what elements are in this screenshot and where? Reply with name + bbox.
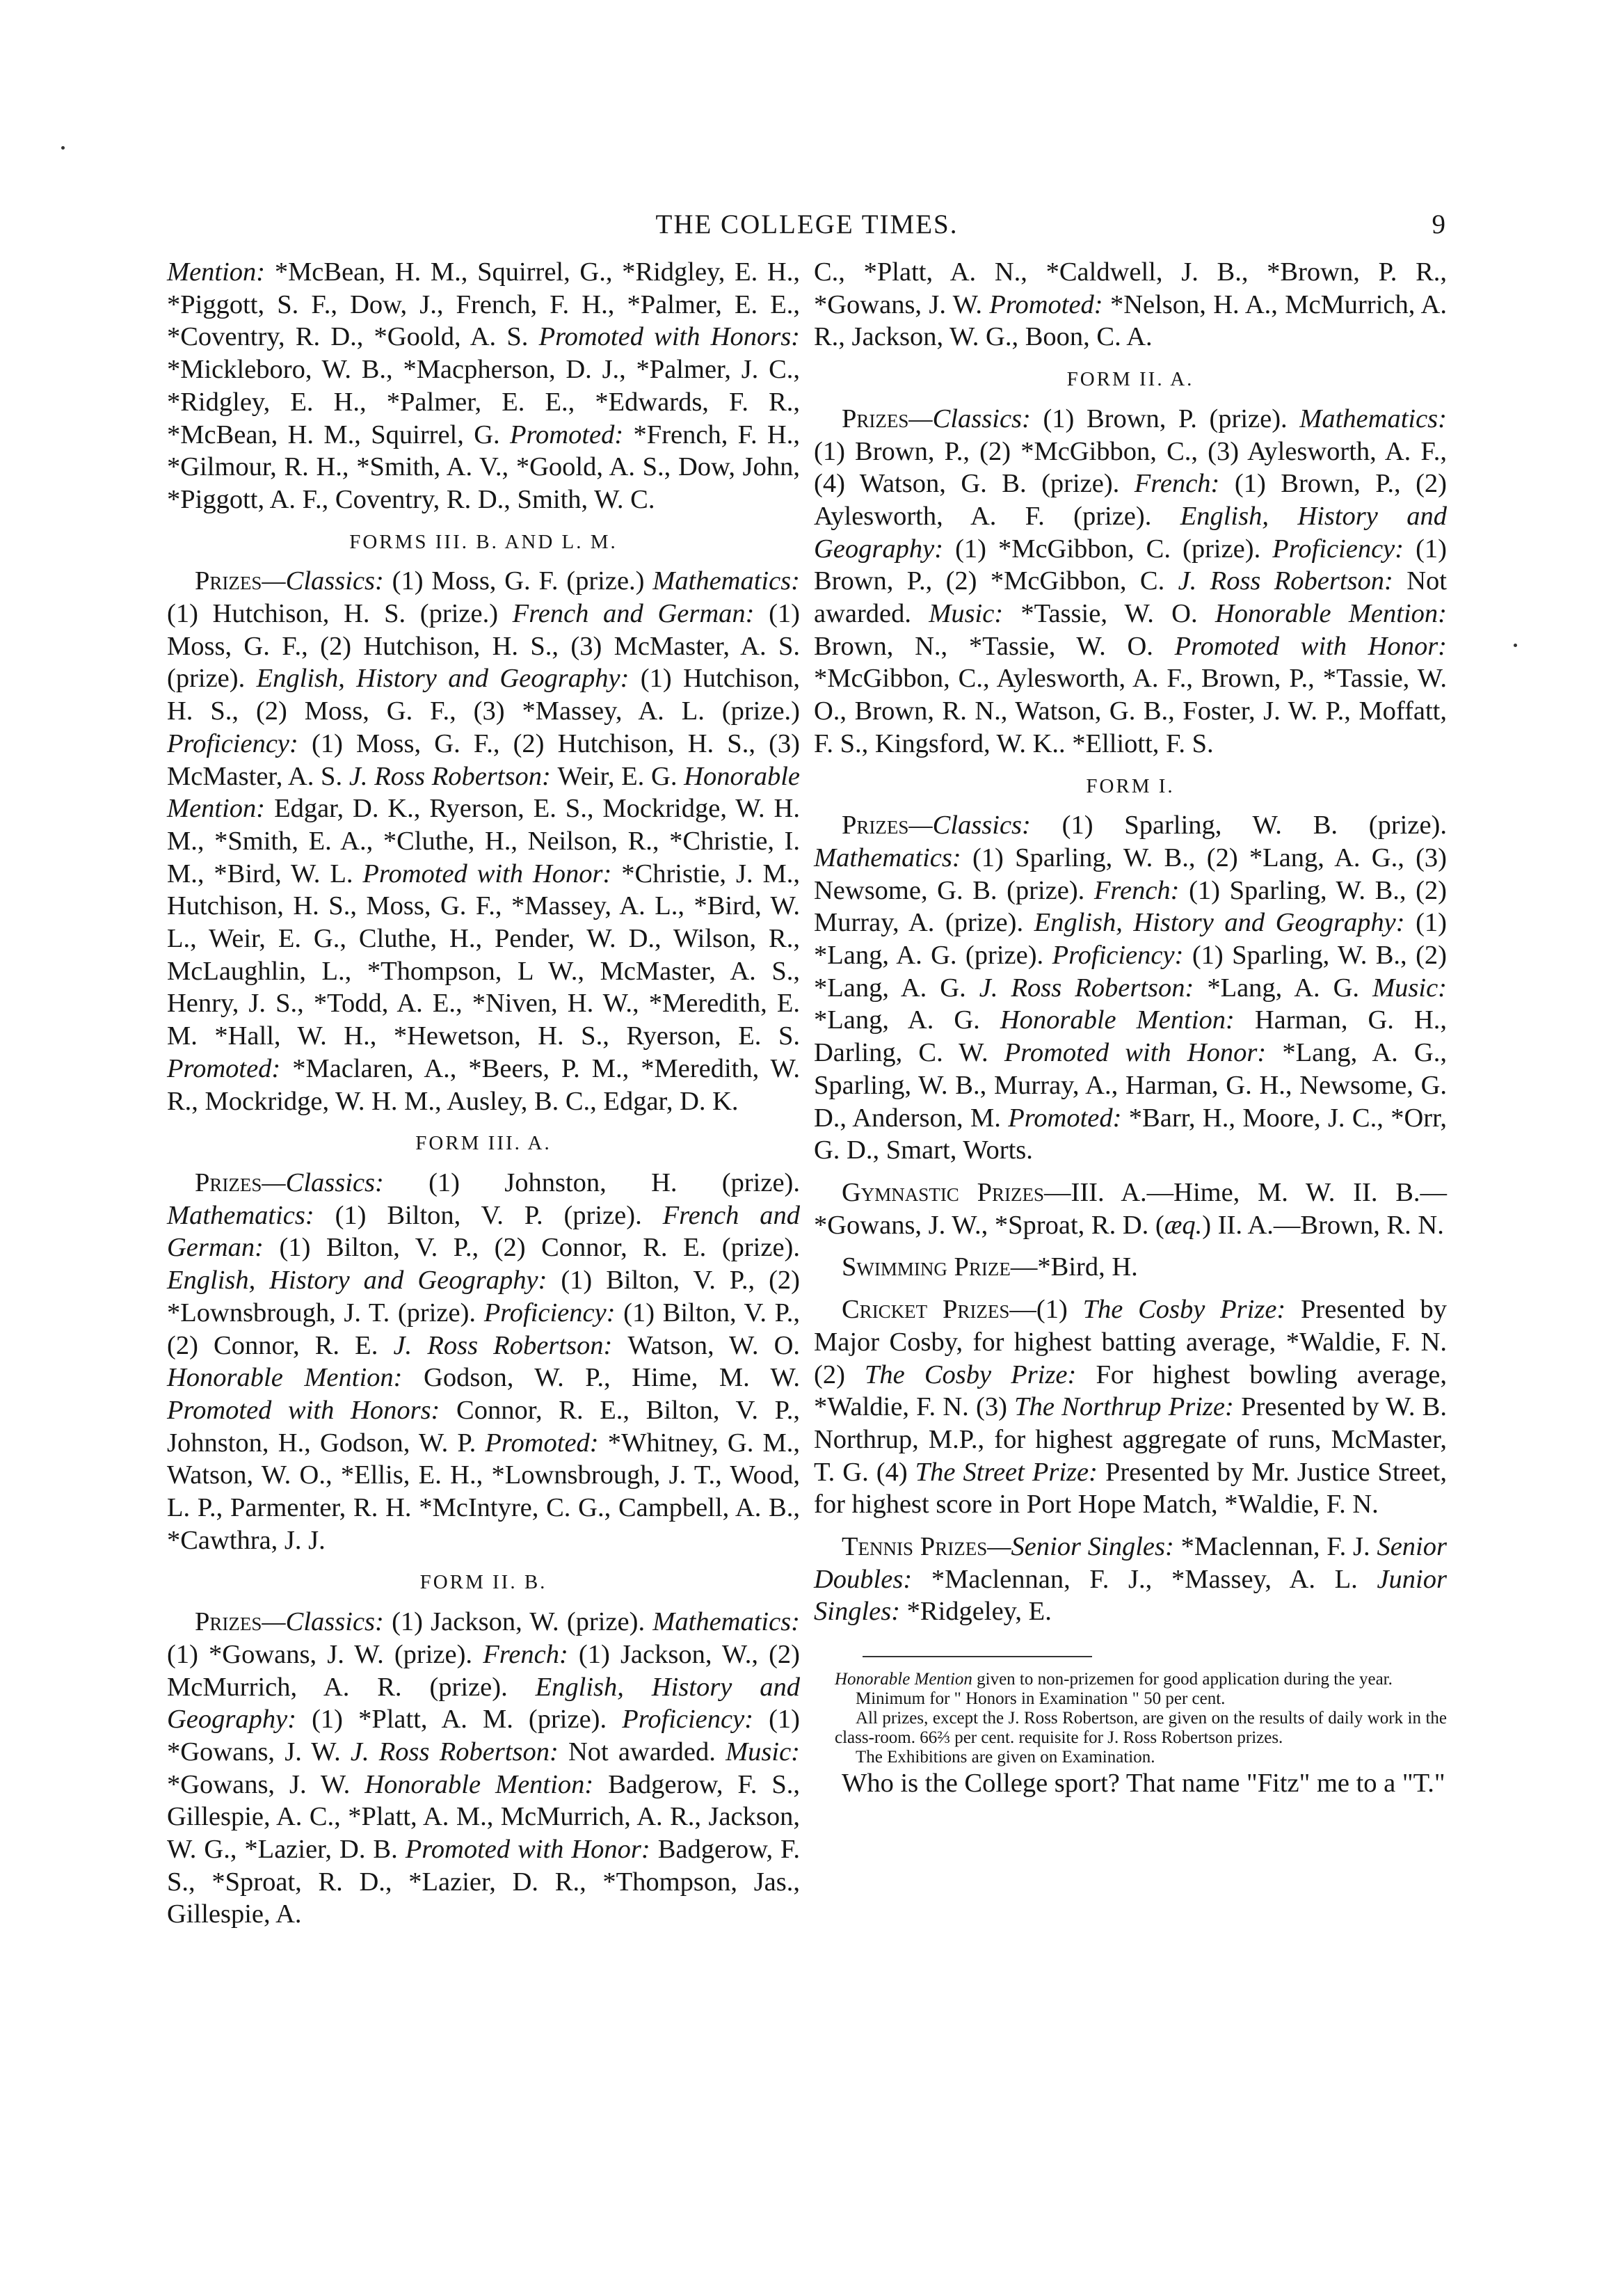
label: —Classics: — [262, 1607, 392, 1637]
label: Proficiency: — [1272, 534, 1416, 564]
label: Prizes — [195, 1607, 262, 1637]
label: Tennis Prizes — [842, 1532, 988, 1562]
closing-quip: Who is the College sport? That name "Fitz" me to a "T." — [842, 1769, 1445, 1799]
label: The Cosby Prize: — [1082, 1295, 1301, 1325]
text: Brown, N., *Tassie, W. O. — [814, 631, 1175, 661]
swimming-prize — [814, 1251, 1447, 1284]
label: Promoted: — [1008, 1103, 1129, 1133]
text: (1) Moss, G. F., (2) Hutchison, H. S., (3) McMaster, A. S. — [167, 728, 800, 791]
text: Presented by Major Cosby, for highest batting average, *Waldie, F. N. (2) — [814, 1295, 1447, 1389]
label: Promoted: — [485, 1428, 608, 1458]
text: *Maclennan, F. J., *Massey, A. L. — [931, 1564, 1377, 1594]
label: French and German: — [512, 599, 769, 629]
footnotes — [814, 1656, 1447, 1767]
cricket-prizes — [814, 1293, 1447, 1521]
label: Swimming Prize — [842, 1252, 1011, 1282]
text: (1) Johnston, H. (prize). — [428, 1167, 800, 1197]
text: (1) Bilton, V. P., (2) Connor, R. E. — [167, 1298, 800, 1360]
text: *McBean, H. M., Squirrel, G., *Ridgley, E. H., *Piggott, S. F., Dow, J., French, F. H., *Palmer, E. E., *Coventry, R. D., *Goold, A. S. — [167, 257, 800, 352]
text: *French, F. H., *Gilmour, R. H., *Smith, A. V., *Goold, A. S., Dow, John, *Piggott, A. F., Coventry, R. D., Smith, W. C. — [167, 420, 800, 514]
section-heading: FORM III. A. — [415, 1132, 552, 1155]
label: French and German: — [167, 1200, 800, 1263]
label: English, History and Geography: — [1034, 908, 1416, 938]
left-column — [167, 256, 800, 1931]
label: Honorable Mention — [835, 1670, 972, 1689]
label: English, History and Geography: — [814, 501, 1447, 564]
footnote — [835, 1670, 1447, 1689]
text: *Maclennan, F. J. — [1180, 1532, 1377, 1562]
label: J. Ross Robertson: — [350, 1737, 568, 1767]
text: (1) *McGibbon, C. (prize). — [955, 534, 1273, 564]
section-heading: FORMS III. B. AND L. M. — [349, 530, 618, 553]
text: *McGibbon, C., Aylesworth, A. F., Brown, P., *Tassie, W. O., Brown, R. N., Watson, G. B., Foster, J. W. P., Moffatt, F. S., Kingsford, W. K.. *Elliott, F. S. — [814, 664, 1447, 758]
form-paragraph — [167, 565, 800, 1117]
text: (1) Jackson, W., (2) McMurrich, A. R. (prize). — [167, 1639, 800, 1702]
label: —Classics: — [908, 811, 1062, 840]
label: Gymnastic Prizes — [842, 1177, 1044, 1207]
label: Junior Singles: — [814, 1564, 1447, 1627]
text: (1) Brown, P., (2) *McGibbon, C. — [814, 534, 1447, 596]
text: —*Bird, H. — [1010, 1252, 1138, 1282]
label: Promoted with Honor: — [1004, 1038, 1283, 1068]
text: (1) Bilton, V. P., (2) *Lownsbrough, J. T. (prize). — [167, 1266, 800, 1328]
label: Mathematics: — [814, 843, 972, 872]
label: Honorable Mention: — [364, 1769, 609, 1799]
label: French: — [1134, 469, 1235, 499]
label: The Street Prize: — [915, 1457, 1105, 1487]
text: ) II. A.—Brown, R. N. — [1202, 1210, 1444, 1240]
label: Honorable Mention: — [167, 761, 800, 824]
section-heading: FORM II. A. — [1066, 368, 1194, 391]
text: Edgar, D. K., Ryerson, E. S., Mockridge, W. H. M., *Smith, E. A., *Cluthe, H., Neilson, R., *Christie, I. M., *Bird, W. L. — [167, 794, 800, 888]
label: Music: — [1372, 973, 1447, 1003]
text: C., *Platt, A. N., *Caldwell, J. B., *Brown, P. R., *Gowans, J. W. — [814, 257, 1447, 319]
label: Mathematics: — [1299, 404, 1447, 433]
label: Promoted with Honors: — [538, 322, 800, 352]
stray-mark — [1514, 644, 1517, 647]
form-paragraph — [167, 256, 800, 516]
text: *Christie, J. M., Hutchison, H. S., Moss, G. F., *Massey, A. L., *Bird, W. L., Weir, E. G., Cluthe, H., Pender, W. D., Wilson, R., McLaughlin, L., *Thompson, L W., McMaster, A. S., Henry, J. S., *Todd, A. E., *Niven, H. W., *Meredith, E. M. *Hall, W. H., *Hewetson, H. S., Ryerson, E. S. — [167, 859, 800, 1051]
text: (1) Brown, P., (2) *McGibbon, C., (3) Aylesworth, A. F., (4) Watson, G. B. (prize). — [814, 436, 1447, 499]
text: Watson, W. O. — [627, 1330, 801, 1360]
text: given to non-prizemen for good application during the year. — [972, 1670, 1393, 1689]
page-header — [167, 209, 1447, 250]
text: Godson, W. P., Hime, M. W. — [424, 1363, 800, 1393]
form-paragraph — [814, 256, 1447, 353]
text: (1) Moss, G. F. (prize.) — [392, 566, 653, 596]
label: Senior Doubles: — [814, 1532, 1447, 1594]
text: (1) Sparling, W. B., (2) *Lang, A. G., (3) Newsome, G. B. (prize). — [814, 843, 1447, 905]
text: (1) Jackson, W. (prize). — [392, 1607, 653, 1637]
label: —Classics: — [262, 566, 392, 596]
label: —Classics: — [262, 1167, 429, 1197]
label: J. Ross Robertson: — [348, 761, 558, 791]
label: English, History and Geography: — [256, 664, 641, 694]
text: —III. A.—Hime, M. W. II. B.—*Gowans, J. W., *Sproat, R. D. ( — [814, 1177, 1448, 1240]
label: Cricket Prizes — [842, 1295, 1010, 1325]
label: Promoted with Honor: — [405, 1835, 658, 1865]
text: (1) Hutchison, H. S., (2) Moss, G. F., (3) *Massey, A. L. (prize.) — [167, 664, 800, 726]
text: Harman, G. H., Darling, C. W. — [814, 1005, 1447, 1068]
label: Music: — [929, 599, 1021, 629]
label: Honorable Mention: — [1215, 599, 1447, 629]
text: *Tassie, W. O. — [1020, 599, 1215, 629]
label: Mathematics: — [652, 1607, 800, 1637]
label: Prizes — [842, 811, 909, 840]
label: J. Ross Robertson: — [1178, 566, 1407, 596]
label: Promoted: — [989, 289, 1110, 319]
text: Not awarded. — [814, 566, 1447, 629]
text: (1) Sparling, W. B. (prize). — [1061, 811, 1447, 840]
footnote-rule — [863, 1656, 1092, 1657]
label: Mention: — [167, 257, 275, 287]
text: Badgerow, F. S., Gillespie, A. C., *Platt, A. M., McMurrich, A. R., Jackson, W. G., *Lazier, D. B. — [167, 1769, 800, 1865]
section-heading: FORM II. B. — [419, 1571, 547, 1594]
text: *Lang, A. G. — [814, 1005, 1000, 1035]
label: The Northrup Prize: — [1014, 1392, 1242, 1422]
label: Proficiency: — [483, 1298, 624, 1328]
form-paragraph — [167, 1167, 800, 1556]
running-title: THE COLLEGE TIMES. — [655, 209, 959, 239]
label: Prizes — [195, 566, 262, 596]
text: *Maclaren, A., *Beers, P. M., *Meredith, W. R., Mockridge, W. H. M., Ausley, B. C., Edgar, D. K. — [167, 1053, 800, 1116]
label: J. Ross Robertson: — [393, 1330, 628, 1360]
label: Honorable Mention: — [1000, 1005, 1255, 1035]
text: (1) Hutchison, H. S. (prize.) — [167, 599, 513, 629]
right-column — [814, 256, 1447, 1800]
text: Badgerow, F. S., *Sproat, R. D., *Lazier, D. R., *Thompson, Jas., Gillespie, A. — [167, 1835, 800, 1929]
text: *Gowans, J. W. — [167, 1769, 365, 1799]
stray-mark — [61, 146, 65, 150]
form-paragraph — [167, 1606, 800, 1931]
footnote: Minimum for " Honors in Examination " 50 per cent. — [856, 1689, 1226, 1709]
text: Presented by W. B. Northrup, M.P., for highest aggregate of runs, McMaster, T. G. (4) — [814, 1392, 1447, 1487]
text: Not awarded. — [568, 1737, 726, 1767]
label: English, History and Geography: — [167, 1266, 561, 1296]
section-heading: FORM I. — [1086, 774, 1175, 797]
text: (1) Moss, G. F., (2) Hutchison, H. S., (3) McMaster, A. S. (prize). — [167, 599, 800, 694]
label: Music: — [726, 1737, 800, 1767]
text: (1) *Gowans, J. W. (prize). — [167, 1639, 483, 1669]
label: Proficiency: — [622, 1705, 769, 1735]
footnote: The Exhibitions are given on Examination. — [856, 1748, 1155, 1767]
label: English, History and Geography: — [167, 1672, 800, 1735]
label: Proficiency: — [167, 728, 312, 758]
text: (1) Brown, P., (2) Aylesworth, A. F. (prize). — [814, 469, 1447, 531]
text: (1) *Lang, A. G. (prize). — [814, 908, 1447, 971]
label: Promoted: — [509, 420, 634, 449]
gymnastic-prizes — [814, 1177, 1447, 1241]
tennis-prizes — [814, 1531, 1447, 1628]
text: *Ridgeley, E. — [906, 1597, 1052, 1627]
label: Promoted with Honors: — [167, 1395, 457, 1425]
text: (1) Bilton, V. P., (2) Connor, R. E. (prize). — [279, 1233, 800, 1263]
label: French: — [483, 1639, 579, 1669]
text: For highest bowling average, *Waldie, F. N. (3) — [814, 1360, 1447, 1422]
text: (1) *Platt, A. M. (prize). — [312, 1705, 623, 1735]
label: Prizes — [195, 1167, 262, 1197]
text: (1) Sparling, W. B., (2) *Lang, A. G. — [814, 941, 1447, 1003]
text: æq. — [1164, 1210, 1203, 1240]
text: *Lang, A. G. — [1207, 973, 1373, 1003]
label: The Cosby Prize: — [865, 1360, 1096, 1389]
text: *Mickleboro, W. B., *Macpherson, D. J., *Palmer, J. C., *Ridgley, E. H., *Palmer, E. E., *Edwards, F. R., *McBean, H. M., Squirrel, G. — [167, 355, 800, 449]
text: Connor, R. E., Bilton, V. P., Johnston, H., Godson, W. P. — [167, 1395, 800, 1458]
label: Proficiency: — [1052, 941, 1192, 971]
label: Prizes — [842, 404, 909, 433]
form-paragraph — [814, 809, 1447, 1167]
text: *Barr, H., Moore, J. C., *Orr, G. D., Smart, Worts. — [814, 1103, 1447, 1165]
text: (1) *Gowans, J. W. — [167, 1705, 800, 1767]
label: Promoted with Honor: — [1174, 631, 1447, 661]
label: —Classics: — [908, 404, 1043, 433]
label: Mathematics: — [652, 566, 800, 596]
text: —(1) — [1009, 1295, 1083, 1325]
label: Promoted: — [167, 1053, 293, 1083]
label: —Senior Singles: — [987, 1532, 1181, 1562]
text: *Nelson, H. A., McMurrich, A. R., Jackson, W. G., Boon, C. A. — [814, 289, 1447, 352]
page-number: 9 — [1432, 209, 1447, 239]
text: *Whitney, G. M., Watson, W. O., *Ellis, E. H., *Lownsbrough, J. T., Wood, L. P., Parmenter, R. H. *McIntyre, C. G., Campbell, A. B., *Cawthra, J. J. — [167, 1428, 800, 1555]
text: Presented by Mr. Justice Street, for highest score in Port Hope Match, *Waldie, F. N. — [814, 1457, 1447, 1520]
text: *Lang, A. G., Sparling, W. B., Murray, A., Harman, G. H., Newsome, G. D., Anderson, M. — [814, 1038, 1447, 1133]
label: Promoted with Honor: — [362, 859, 622, 888]
text: (1) Bilton, V. P. (prize). — [335, 1200, 663, 1230]
form-paragraph — [814, 403, 1447, 760]
footnote: All prizes, except the J. Ross Robertson, are given on the results of daily work in the class-room. 66⅔ per cent. requisite for J. Ross Robertson prizes. — [835, 1709, 1447, 1748]
label: Mathematics: — [167, 1200, 335, 1230]
text: (1) Sparling, W. B., (2) Murray, A. (prize). — [814, 875, 1447, 938]
label: Honorable Mention: — [167, 1363, 424, 1393]
label: J. Ross Robertson: — [979, 973, 1208, 1003]
label: French: — [1093, 875, 1189, 905]
text: Weir, E. G. — [557, 761, 684, 791]
text: (1) Brown, P. (prize). — [1043, 404, 1300, 433]
